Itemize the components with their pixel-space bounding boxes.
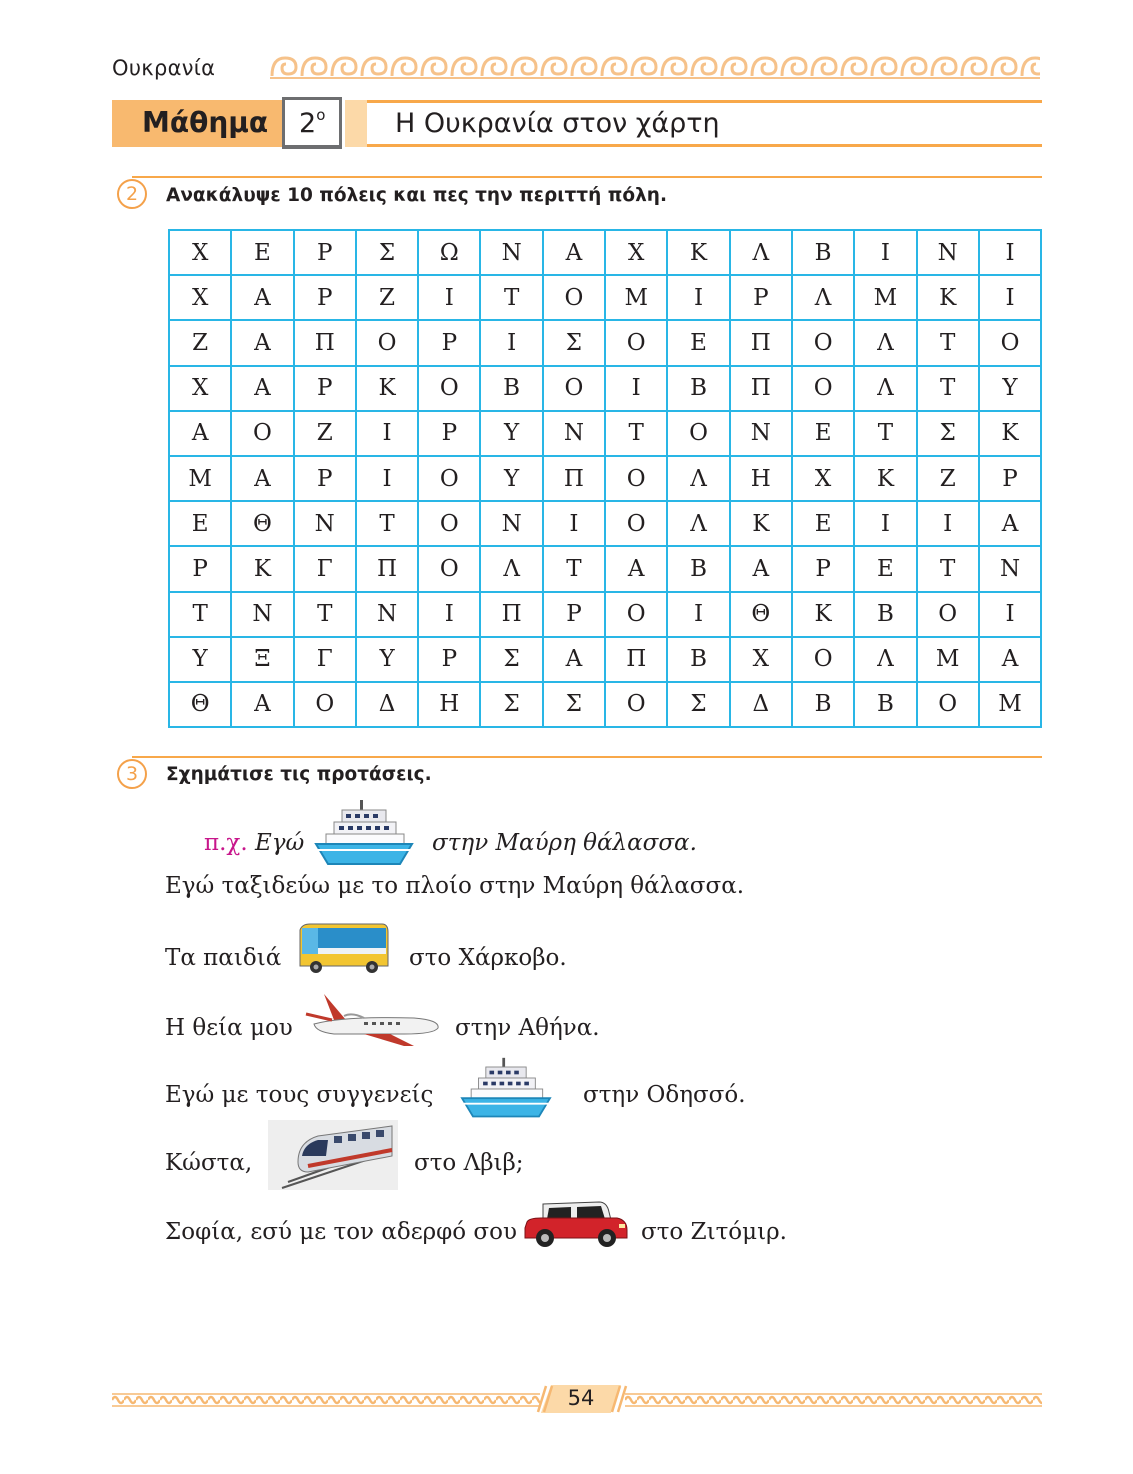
grid-cell[interactable]: Ρ [169, 546, 231, 591]
grid-row [169, 320, 1041, 365]
grid-cell[interactable]: Ε [854, 546, 916, 591]
grid-cell[interactable]: Μ [605, 275, 667, 320]
grid-row [169, 456, 1041, 501]
grid-cell[interactable]: Χ [169, 366, 231, 411]
grid-cell[interactable]: Β [667, 366, 729, 411]
grid-cell[interactable]: Ρ [543, 592, 605, 637]
grid-cell[interactable]: Ν [356, 592, 418, 637]
grid-cell[interactable]: Ο [418, 546, 480, 591]
grid-cell[interactable]: Ο [418, 366, 480, 411]
grid-cell[interactable]: Β [854, 592, 916, 637]
grid-cell[interactable]: Τ [854, 411, 916, 456]
sentence-4-end: στο Λβιβ; [414, 1150, 524, 1176]
grid-cell[interactable]: Λ [792, 275, 854, 320]
grid-cell[interactable]: Τ [605, 411, 667, 456]
grid-cell[interactable]: Β [667, 637, 729, 682]
divider [132, 756, 1042, 758]
grid-cell[interactable]: Σ [480, 637, 542, 682]
grid-cell[interactable]: Κ [667, 230, 729, 275]
grid-cell[interactable]: Χ [169, 230, 231, 275]
grid-cell[interactable]: Π [605, 637, 667, 682]
grid-cell[interactable]: Ε [792, 501, 854, 546]
grid-cell[interactable]: Μ [169, 456, 231, 501]
grid-cell[interactable]: Ο [605, 320, 667, 365]
grid-cell[interactable]: Ι [979, 230, 1041, 275]
grid-cell[interactable]: Ε [667, 320, 729, 365]
grid-cell[interactable]: Ο [418, 501, 480, 546]
grid-cell[interactable]: Α [730, 546, 792, 591]
grid-cell[interactable]: Β [667, 546, 729, 591]
sentence-1-start: Τα παιδιά [165, 945, 282, 971]
sentence-3-start: Εγώ με τους συγγενείς [165, 1082, 434, 1108]
grid-cell[interactable]: Υ [480, 456, 542, 501]
grid-cell[interactable]: Ν [231, 592, 293, 637]
grid-cell[interactable]: Α [543, 230, 605, 275]
grid-cell[interactable]: Α [543, 637, 605, 682]
grid-cell[interactable]: Λ [854, 637, 916, 682]
lesson-label: Μάθημα [142, 106, 269, 139]
grid-cell[interactable]: Π [480, 592, 542, 637]
grid-cell[interactable]: Τ [356, 501, 418, 546]
grid-cell[interactable]: Τ [917, 366, 979, 411]
grid-cell[interactable]: Ι [418, 275, 480, 320]
grid-cell[interactable]: Σ [356, 230, 418, 275]
exercise-3-instruction: Σχημάτισε τις προτάσεις. [166, 764, 432, 785]
region-name: Ουκρανία [112, 56, 216, 80]
grid-cell[interactable]: Κ [854, 456, 916, 501]
footer-border-left [112, 1392, 540, 1408]
bus-icon [296, 920, 392, 976]
example-start-text: Εγώ [255, 830, 305, 856]
grid-cell[interactable]: Ρ [418, 411, 480, 456]
sentence-2-end: στην Αθήνα. [455, 1015, 600, 1041]
grid-cell[interactable]: Λ [667, 501, 729, 546]
grid-cell[interactable]: Λ [667, 456, 729, 501]
grid-row [169, 366, 1041, 411]
grid-cell[interactable]: Ο [792, 320, 854, 365]
grid-cell[interactable]: Λ [730, 230, 792, 275]
grid-row [169, 275, 1041, 320]
grid-cell[interactable]: Κ [730, 501, 792, 546]
grid-cell[interactable]: Ο [356, 320, 418, 365]
sentence-4-start: Κώστα, [165, 1150, 253, 1176]
exercise-2-number: 2 [117, 179, 147, 209]
grid-cell[interactable]: Ξ [231, 637, 293, 682]
grid-cell[interactable]: Α [231, 320, 293, 365]
grid-cell[interactable]: Α [231, 682, 293, 727]
grid-cell[interactable]: Β [792, 682, 854, 727]
sentence-5-start: Σοφία, εσύ με τον αδερφό σου [165, 1219, 517, 1245]
grid-cell[interactable]: Ρ [792, 546, 854, 591]
grid-cell[interactable]: Π [294, 320, 356, 365]
grid-row [169, 546, 1041, 591]
grid-cell[interactable]: Λ [480, 546, 542, 591]
grid-cell[interactable]: Ι [356, 411, 418, 456]
grid-cell[interactable]: Ρ [730, 275, 792, 320]
grid-cell[interactable]: Γ [294, 637, 356, 682]
grid-cell[interactable]: Ι [979, 592, 1041, 637]
exercise-2-instruction: Ανακάλυψε 10 πόλεις και πες την περιττή πόλη. [166, 185, 667, 206]
train-icon [268, 1120, 398, 1190]
grid-cell[interactable]: Ο [605, 682, 667, 727]
grid-cell[interactable]: Ρ [294, 230, 356, 275]
grid-cell[interactable]: Ο [667, 411, 729, 456]
footer-border-right [625, 1392, 1042, 1408]
grid-cell[interactable]: Χ [605, 230, 667, 275]
grid-cell[interactable]: Τ [543, 546, 605, 591]
grid-cell[interactable]: Υ [979, 366, 1041, 411]
grid-cell[interactable]: Λ [854, 320, 916, 365]
grid-cell[interactable]: Τ [294, 592, 356, 637]
lesson-title: Η Ουκρανία στον χάρτη [395, 108, 720, 139]
grid-cell[interactable]: Δ [356, 682, 418, 727]
grid-cell[interactable]: Β [480, 366, 542, 411]
grid-cell[interactable]: Π [730, 366, 792, 411]
grid-cell[interactable]: Ο [917, 592, 979, 637]
grid-row [169, 501, 1041, 546]
grid-cell[interactable]: Τ [917, 546, 979, 591]
grid-cell[interactable]: Ι [979, 275, 1041, 320]
grid-cell[interactable]: Χ [169, 275, 231, 320]
grid-cell[interactable]: Ρ [294, 366, 356, 411]
lesson-header [112, 100, 1042, 150]
grid-cell[interactable]: Ι [356, 456, 418, 501]
grid-cell[interactable]: Λ [854, 366, 916, 411]
example-answer: Εγώ ταξιδεύω με το πλοίο στην Μαύρη θάλασσα. [165, 873, 745, 899]
grid-cell[interactable]: Η [730, 456, 792, 501]
sentence-2-start: Η θεία μου [165, 1015, 293, 1041]
grid-cell[interactable]: Ο [917, 682, 979, 727]
lesson-number-suffix: ο [316, 106, 326, 124]
grid-cell[interactable]: Ι [854, 501, 916, 546]
grid-row [169, 592, 1041, 637]
grid-cell[interactable]: Ο [792, 366, 854, 411]
grid-cell[interactable]: Γ [294, 546, 356, 591]
grid-row [169, 682, 1041, 727]
grid-cell[interactable]: Δ [730, 682, 792, 727]
grid-cell[interactable]: Π [730, 320, 792, 365]
grid-cell[interactable]: Χ [792, 456, 854, 501]
ship-icon [312, 798, 416, 870]
grid-cell[interactable]: Ν [979, 546, 1041, 591]
grid-cell[interactable]: Ι [854, 230, 916, 275]
grid-cell[interactable]: Σ [480, 682, 542, 727]
grid-cell[interactable]: Ν [730, 411, 792, 456]
grid-cell[interactable]: Ε [231, 230, 293, 275]
grid-cell[interactable]: Κ [979, 411, 1041, 456]
grid-cell[interactable]: Ο [231, 411, 293, 456]
grid-cell[interactable]: Ι [667, 275, 729, 320]
grid-cell[interactable]: Υ [356, 637, 418, 682]
grid-cell[interactable]: Ε [792, 411, 854, 456]
grid-cell[interactable]: Μ [979, 682, 1041, 727]
grid-cell[interactable]: Σ [667, 682, 729, 727]
grid-cell[interactable]: Α [231, 366, 293, 411]
ship-icon [458, 1056, 554, 1122]
lesson-number-box [282, 97, 342, 149]
grid-cell[interactable]: Θ [169, 682, 231, 727]
grid-cell[interactable]: Ο [543, 275, 605, 320]
grid-cell[interactable]: Σ [543, 320, 605, 365]
grid-cell[interactable]: Σ [917, 411, 979, 456]
grid-cell[interactable]: Α [169, 411, 231, 456]
grid-cell[interactable]: Τ [169, 592, 231, 637]
grid-cell[interactable]: Ζ [356, 275, 418, 320]
grid-cell[interactable]: Ο [418, 456, 480, 501]
grid-cell[interactable]: Ν [294, 501, 356, 546]
grid-cell[interactable]: Κ [231, 546, 293, 591]
divider [132, 176, 1042, 178]
grid-cell[interactable]: Τ [917, 320, 979, 365]
sentence-1-end: στο Χάρκοβο. [409, 945, 567, 971]
grid-cell[interactable]: Τ [480, 275, 542, 320]
grid-cell[interactable]: Κ [792, 592, 854, 637]
grid-cell[interactable]: Ι [480, 320, 542, 365]
grid-cell[interactable]: Χ [730, 637, 792, 682]
grid-cell[interactable]: Θ [231, 501, 293, 546]
grid-cell[interactable]: Ζ [294, 411, 356, 456]
lesson-number: 2 [299, 108, 317, 139]
word-search-grid [168, 229, 1042, 728]
grid-cell[interactable]: Α [231, 456, 293, 501]
grid-cell[interactable]: Ο [605, 456, 667, 501]
grid-cell[interactable]: Ι [418, 592, 480, 637]
grid-cell[interactable]: Ο [979, 320, 1041, 365]
grid-cell[interactable]: Β [792, 230, 854, 275]
grid-row [169, 230, 1041, 275]
sentence-5-end: στο Ζιτόμιρ. [641, 1219, 787, 1245]
grid-cell[interactable]: Θ [730, 592, 792, 637]
grid-cell[interactable]: Ν [917, 230, 979, 275]
grid-cell[interactable]: Μ [917, 637, 979, 682]
grid-cell[interactable]: Ρ [418, 637, 480, 682]
grid-cell[interactable]: Ν [480, 501, 542, 546]
grid-cell[interactable]: Ι [605, 366, 667, 411]
grid-cell[interactable]: Ρ [294, 275, 356, 320]
grid-cell[interactable]: Π [356, 546, 418, 591]
grid-cell[interactable]: Β [854, 682, 916, 727]
grid-cell[interactable]: Α [605, 546, 667, 591]
grid-cell[interactable]: Κ [356, 366, 418, 411]
grid-cell[interactable]: Σ [543, 682, 605, 727]
grid-cell[interactable]: Μ [854, 275, 916, 320]
grid-cell[interactable]: Π [543, 456, 605, 501]
grid-cell[interactable]: Ν [480, 230, 542, 275]
airplane-icon [304, 988, 444, 1050]
grid-cell[interactable]: Ζ [169, 320, 231, 365]
grid-cell[interactable]: Ο [605, 501, 667, 546]
grid-cell[interactable]: Ο [605, 592, 667, 637]
grid-cell[interactable]: Κ [917, 275, 979, 320]
grid-cell[interactable]: Υ [480, 411, 542, 456]
grid-cell[interactable]: Ο [792, 637, 854, 682]
grid-cell[interactable]: Ζ [917, 456, 979, 501]
grid-cell[interactable]: Η [418, 682, 480, 727]
grid-cell[interactable]: Α [231, 275, 293, 320]
grid-cell[interactable]: Ρ [979, 456, 1041, 501]
grid-cell[interactable]: Ι [543, 501, 605, 546]
example-end: στην Μαύρη θάλασσα. [432, 830, 697, 856]
grid-cell[interactable]: Α [979, 637, 1041, 682]
grid-cell[interactable]: Ι [667, 592, 729, 637]
grid-cell[interactable]: Α [979, 501, 1041, 546]
grid-row [169, 637, 1041, 682]
grid-cell[interactable]: Ο [543, 366, 605, 411]
grid-cell[interactable]: Υ [169, 637, 231, 682]
grid-row [169, 411, 1041, 456]
car-icon [521, 1198, 631, 1250]
example-start [204, 830, 304, 856]
grid-cell[interactable]: Ι [917, 501, 979, 546]
grid-cell[interactable]: Ρ [294, 456, 356, 501]
grid-cell[interactable]: Ο [294, 682, 356, 727]
sentence-3-end: στην Οδησσό. [583, 1082, 746, 1108]
grid-cell[interactable]: Ε [169, 501, 231, 546]
example-prefix: π.χ. [204, 830, 248, 856]
greek-key-border [270, 52, 1040, 82]
grid-cell[interactable]: Ρ [418, 320, 480, 365]
grid-cell[interactable]: Ω [418, 230, 480, 275]
grid-cell[interactable]: Ν [543, 411, 605, 456]
page-number: 54 [567, 1386, 595, 1410]
exercise-3-number: 3 [117, 759, 147, 789]
